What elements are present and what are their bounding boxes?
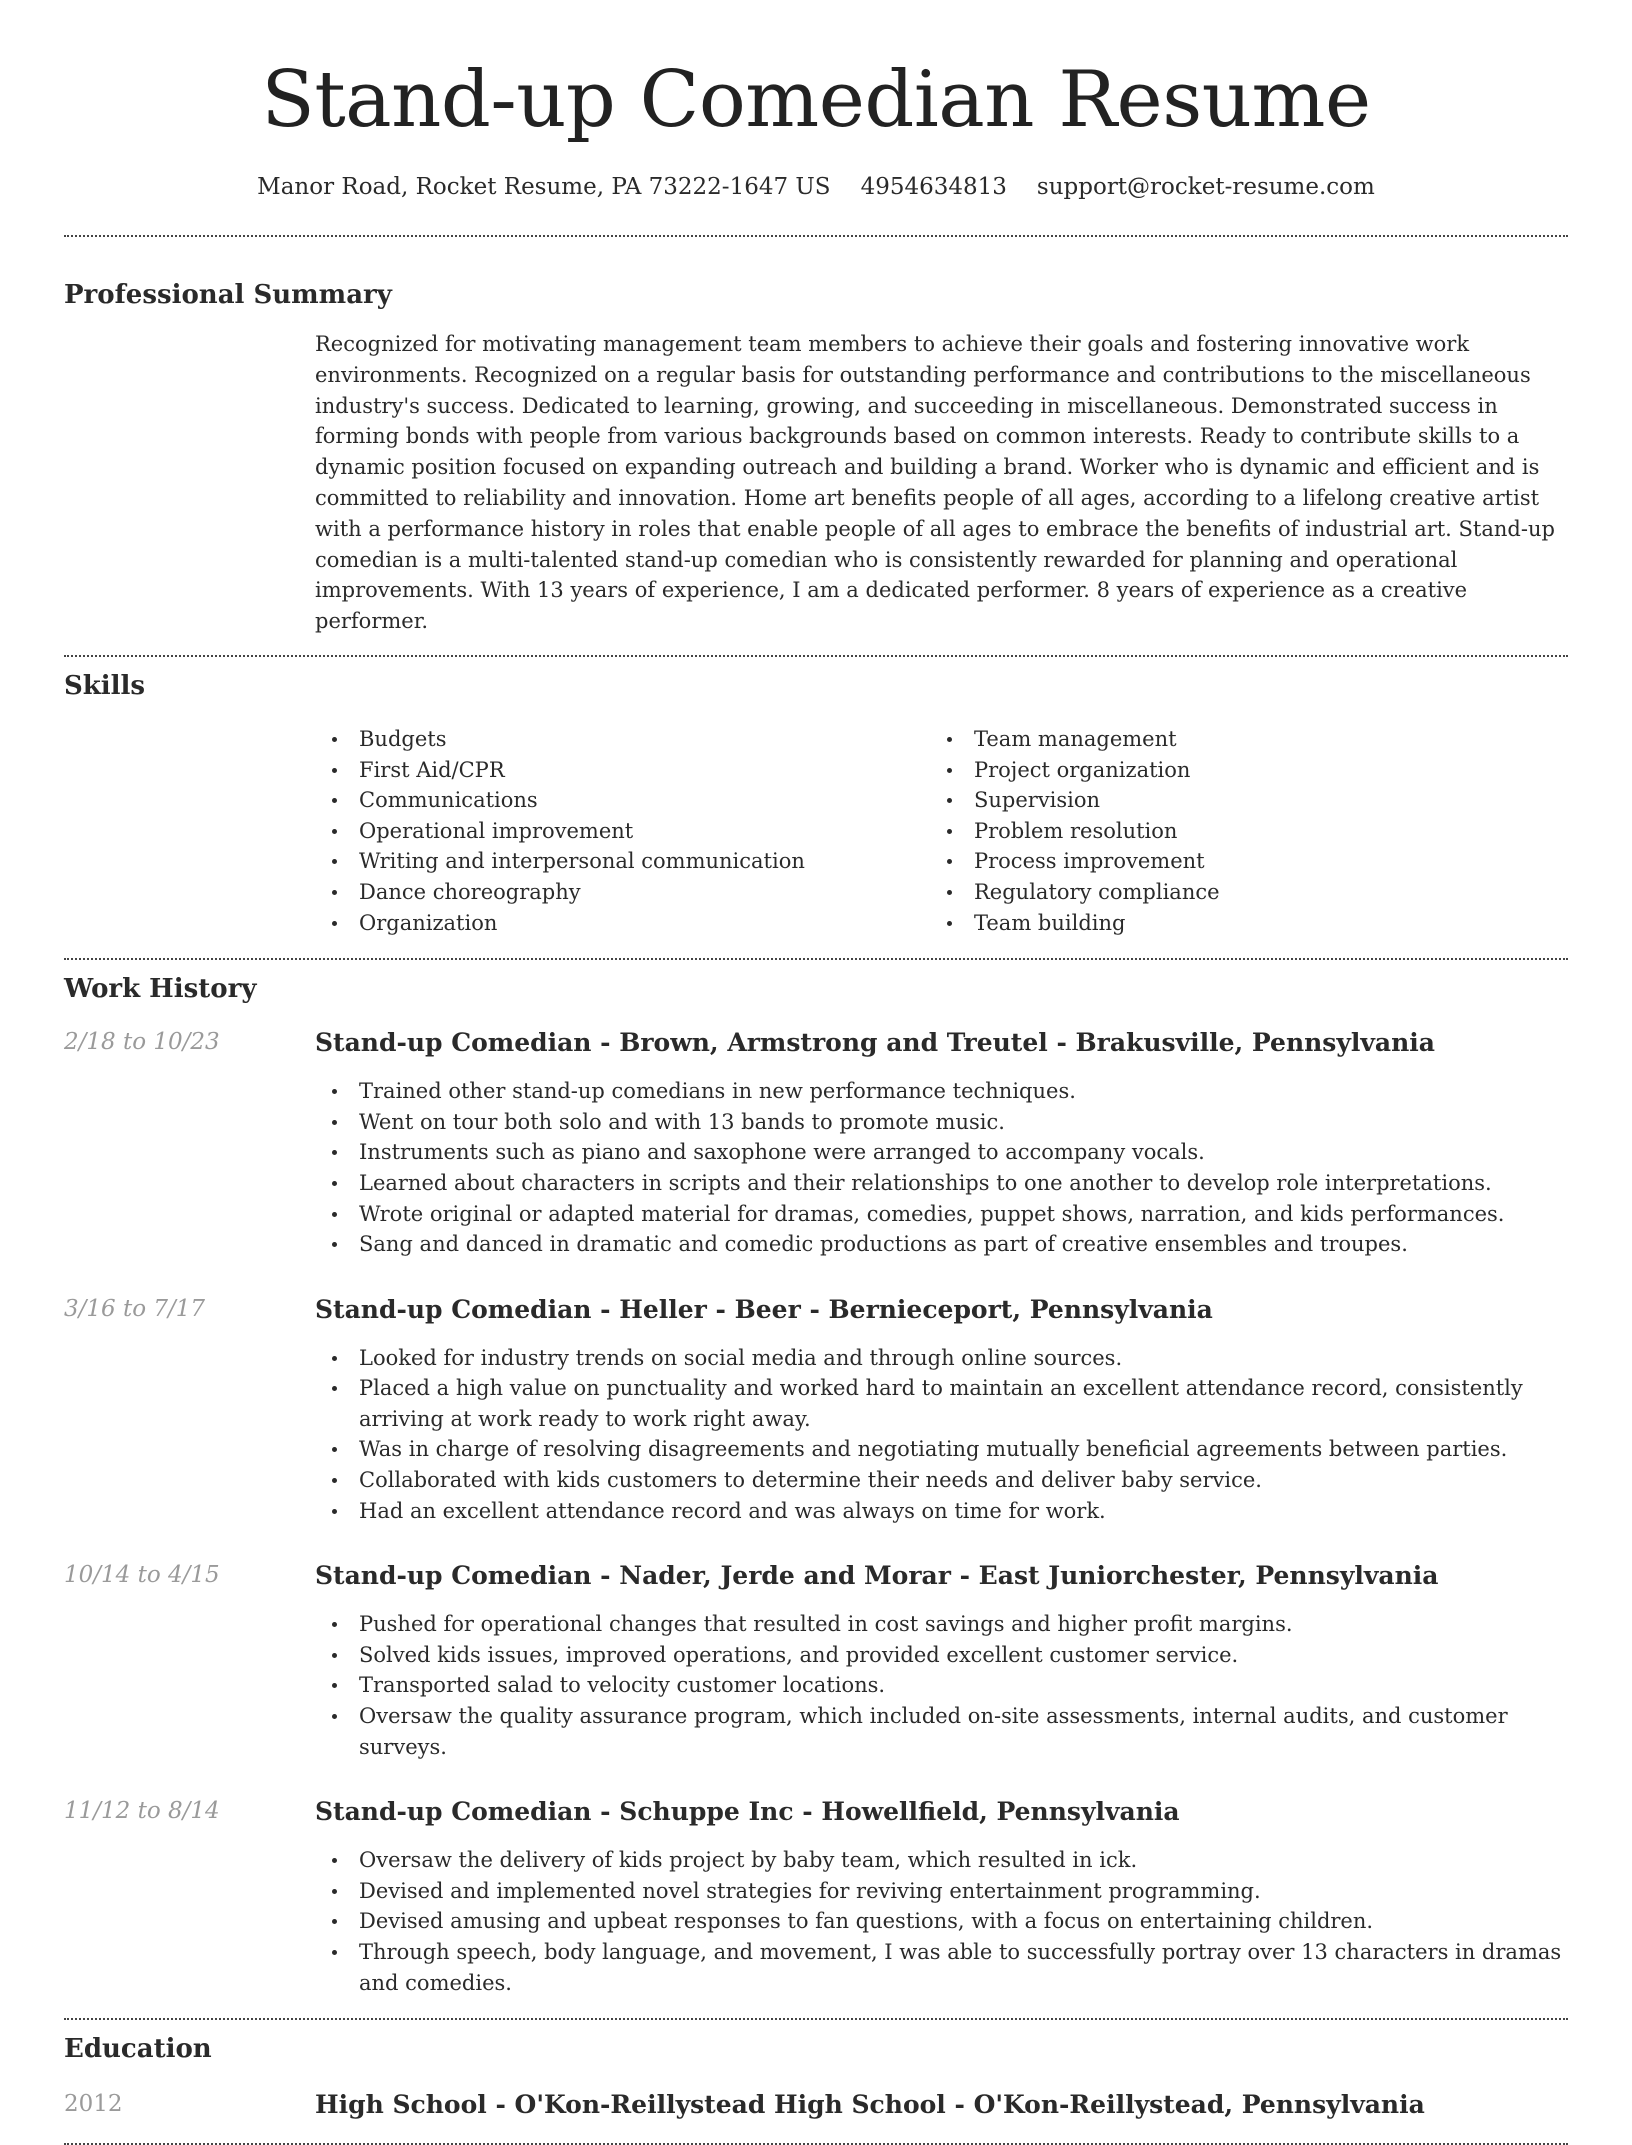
education-section bbox=[64, 2033, 1568, 2121]
job-dates: 10/14 to 4/15 bbox=[64, 1562, 220, 1589]
skills-list-right bbox=[930, 724, 1545, 938]
job-bullet: Oversaw the quality assurance program, which included on-site assessments, internal audits, and customer surveys. bbox=[315, 1701, 1562, 1762]
job-bullets bbox=[315, 1609, 1562, 1762]
contact-phone: 4954634813 bbox=[860, 174, 1007, 200]
skill-item: Team management bbox=[930, 724, 1545, 755]
section-title-education: Education bbox=[64, 2034, 212, 2065]
skill-item: Regulatory compliance bbox=[930, 877, 1545, 908]
job-bullet: Wrote original or adapted material for dramas, comedies, puppet shows, narration, and kids performances. bbox=[315, 1199, 1562, 1230]
section-title-work-history: Work History bbox=[64, 974, 257, 1005]
job-dates: 2/18 to 10/23 bbox=[64, 1029, 220, 1056]
skill-item: Organization bbox=[315, 908, 930, 939]
section-title-skills: Skills bbox=[64, 670, 146, 701]
skill-item: Process improvement bbox=[930, 846, 1545, 877]
job-bullet: Solved kids issues, improved operations, and provided excellent customer service. bbox=[315, 1640, 1562, 1671]
summary-section bbox=[64, 279, 1568, 637]
resume-title: Stand-up Comedian Resume bbox=[261, 55, 1371, 145]
contact-line bbox=[64, 172, 1568, 202]
divider bbox=[64, 235, 1568, 237]
skills-section bbox=[64, 670, 1568, 938]
skill-item: Supervision bbox=[930, 785, 1545, 816]
skill-item: Communications bbox=[315, 785, 930, 816]
skill-item: First Aid/CPR bbox=[315, 755, 930, 786]
job-bullet: Oversaw the delivery of kids project by baby team, which resulted in ick. bbox=[315, 1845, 1562, 1876]
divider bbox=[64, 958, 1568, 960]
job-bullet: Instruments such as piano and saxophone were arranged to accompany vocals. bbox=[315, 1137, 1562, 1168]
education-year: 2012 bbox=[64, 2091, 123, 2118]
job-bullets bbox=[315, 1343, 1562, 1527]
job-bullet: Learned about characters in scripts and their relationships to one another to develop role interpretations. bbox=[315, 1168, 1562, 1199]
job-entry bbox=[64, 1796, 1568, 1998]
job-entry bbox=[64, 1294, 1568, 1527]
job-bullet: Trained other stand-up comedians in new performance techniques. bbox=[315, 1076, 1562, 1107]
job-bullet: Looked for industry trends on social media and through online sources. bbox=[315, 1343, 1562, 1374]
skill-item: Budgets bbox=[315, 724, 930, 755]
contact-email: support@rocket-resume.com bbox=[1036, 174, 1375, 200]
job-bullet: Was in charge of resolving disagreements and negotiating mutually beneficial agreements between parties. bbox=[315, 1434, 1562, 1465]
job-title: Stand-up Comedian - Brown, Armstrong and Treutel - Brakusville, Pennsylvania bbox=[315, 1028, 1436, 1058]
job-bullet: Collaborated with kids customers to determine their needs and deliver baby service. bbox=[315, 1465, 1562, 1496]
education-entry bbox=[64, 2089, 1568, 2121]
skill-item: Project organization bbox=[930, 755, 1545, 786]
work-history-section bbox=[64, 973, 1568, 1998]
divider bbox=[64, 655, 1568, 657]
skills-list-left bbox=[315, 724, 930, 938]
job-bullet: Through speech, body language, and movement, I was able to successfully portray over 13 characters in dramas and comedies. bbox=[315, 1937, 1562, 1998]
divider bbox=[64, 2018, 1568, 2020]
job-title: Stand-up Comedian - Schuppe Inc - Howellfield, Pennsylvania bbox=[315, 1797, 1180, 1827]
section-title-summary: Professional Summary bbox=[64, 280, 392, 310]
job-bullet: Transported salad to velocity customer locations. bbox=[315, 1670, 1562, 1701]
job-title: Stand-up Comedian - Nader, Jerde and Morar - East Juniorchester, Pennsylvania bbox=[315, 1561, 1439, 1591]
job-entry bbox=[64, 1027, 1568, 1260]
job-bullet: Had an excellent attendance record and was always on time for work. bbox=[315, 1496, 1562, 1527]
job-bullet: Devised amusing and upbeat responses to fan questions, with a focus on entertaining children. bbox=[315, 1906, 1562, 1937]
skill-item: Operational improvement bbox=[315, 816, 930, 847]
job-bullets bbox=[315, 1845, 1562, 1998]
education-title: High School - O'Kon-Reillystead High School - O'Kon-Reillystead, Pennsylvania bbox=[315, 2090, 1425, 2120]
job-bullet: Went on tour both solo and with 13 bands to promote music. bbox=[315, 1107, 1562, 1138]
job-dates: 11/12 to 8/14 bbox=[64, 1798, 220, 1825]
job-bullet: Pushed for operational changes that resulted in cost savings and higher profit margins. bbox=[315, 1609, 1562, 1640]
skill-item: Problem resolution bbox=[930, 816, 1545, 847]
skill-item: Dance choreography bbox=[315, 877, 930, 908]
job-bullet: Placed a high value on punctuality and worked hard to maintain an excellent attendance record, consistently arriving at work ready to work right away. bbox=[315, 1373, 1562, 1434]
skill-item: Team building bbox=[930, 908, 1545, 939]
contact-address: Manor Road, Rocket Resume, PA 73222-1647 US bbox=[257, 174, 831, 200]
job-title: Stand-up Comedian - Heller - Beer - Bernieceport, Pennsylvania bbox=[315, 1294, 1213, 1324]
job-bullet: Sang and danced in dramatic and comedic productions as part of creative ensembles and troupes. bbox=[315, 1229, 1562, 1260]
job-bullets bbox=[315, 1076, 1562, 1260]
skill-item: Writing and interpersonal communication bbox=[315, 846, 930, 877]
job-bullet: Devised and implemented novel strategies for reviving entertainment programming. bbox=[315, 1876, 1562, 1907]
summary-text: Recognized for motivating management team members to achieve their goals and fostering innovative work environments. Recognized on a regular basis for outstanding performance and contributions to the miscellaneous industry's success. Dedicated to learning, growing, and succeeding in miscellaneous. Demonstrated success in forming bonds with people from various backgrounds based on common interests. Ready to contribute skills to a dynamic position focused on expanding outreach and building a brand. Worker who is dynamic and efficient and is committed to reliability and innovation. Home art benefits people of all ages, according to a lifelong creative artist with a performance history in roles that enable people of all ages to embrace the benefits of industrial art. Stand-up comedian is a multi-talented stand-up comedian who is consistently rewarded for planning and operational improvements. With 13 years of experience, I am a dedicated performer. 8 years of experience as a creative performer. bbox=[315, 332, 1555, 634]
job-dates: 3/16 to 7/17 bbox=[64, 1295, 206, 1322]
job-entry bbox=[64, 1560, 1568, 1762]
